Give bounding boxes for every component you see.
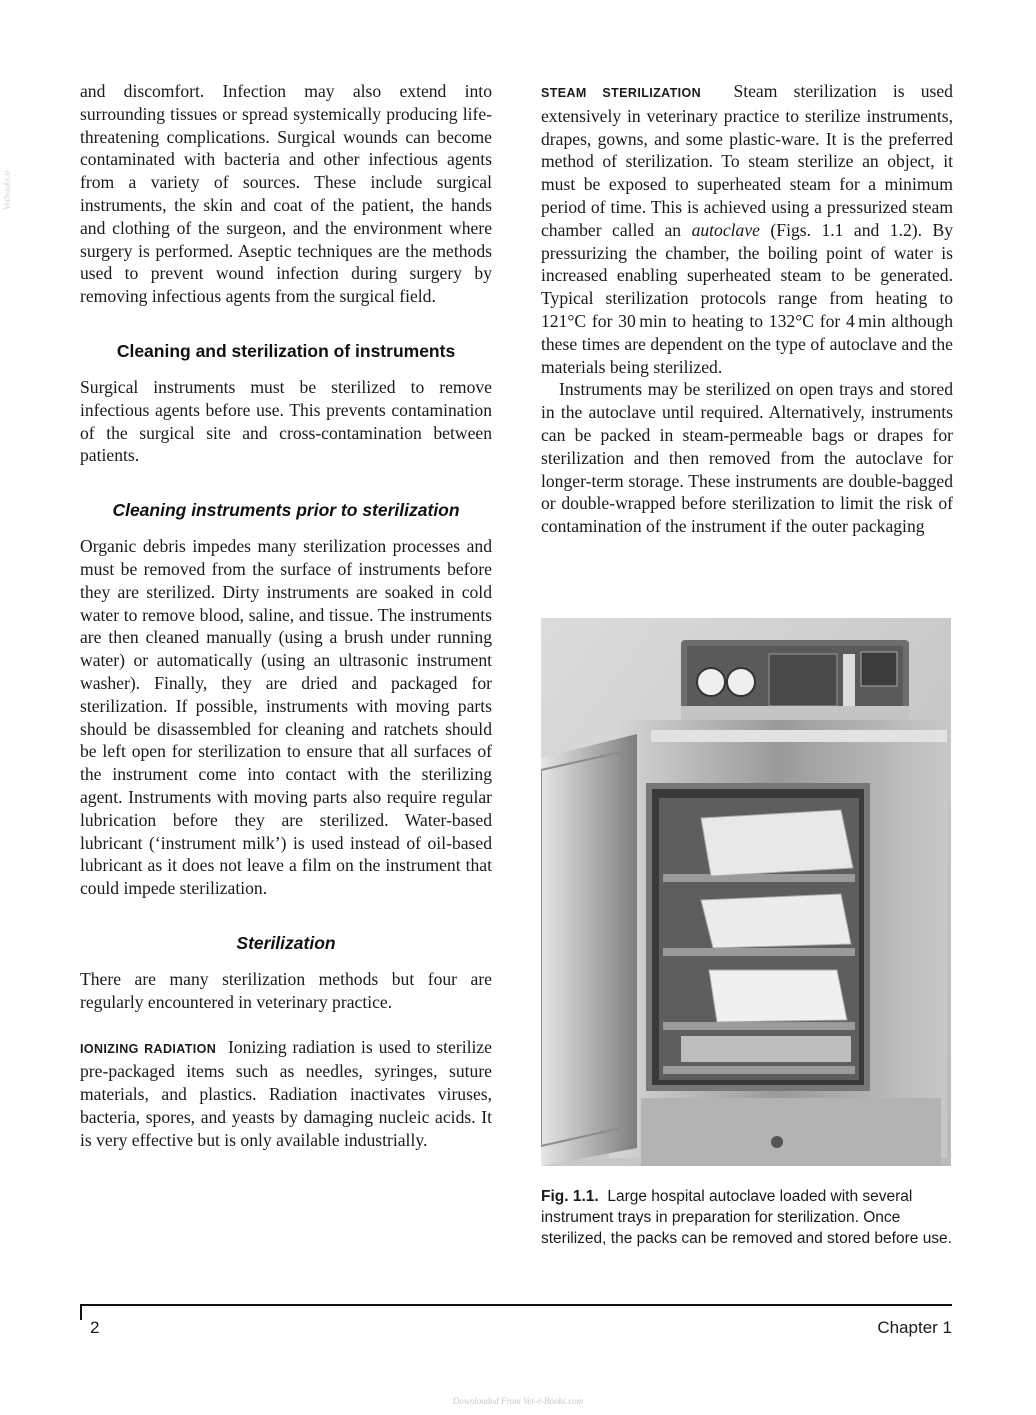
left-column — [80, 80, 492, 1151]
figure-caption — [541, 1186, 953, 1249]
sterilization-paragraph: There are many sterilization methods but four are regularly encountered in veterinary practice. — [80, 968, 492, 1012]
footer-rule-tick — [80, 1304, 82, 1320]
section-heading-cleaning: Cleaning and sterilization of instruments — [116, 340, 456, 361]
figure-label: Fig. 1.1. — [541, 1188, 599, 1205]
steam-text-2: (Figs. 1.1 and 1.2). By pressurizing the chamber, the boiling point of water is increased enabling superheated steam to be generated. Typical sterilization protocols range from heating to 121°C for 30 min to heating to 132°C for 4 min although these times are dependent on the type of autoclave and the materials being sterilized. — [541, 219, 954, 377]
cleaning-prior-paragraph: Organic debris impedes many sterilization processes and must be removed from the surface of instruments before they are sterilized. Dirty instruments are soaked in cold water to remove blood, saline, and tissue. The instruments are then cleaned manually (using a brush under running water) or automatically (using an ultrasonic instrument washer). Finally, they are dried and packaged for sterilization. If possible, instruments with moving parts should be disassembled for cleaning and ratchets should be left open for sterilization to ensure that all surfaces of the instrument come into contact with the sterilizing agent. Instruments with moving parts also require regular lubrication before they are sterilized. Water-based lubricant (‘instrument milk’) is used instead of oil-based lubricant as it does not leave a film on the instrument that could impede sterilization. — [80, 536, 492, 899]
subheading-cleaning-prior: Cleaning instruments prior to sterilization — [112, 500, 460, 521]
steam-text-1: Steam sterilization is used extensively in veterinary practice to sterilize instruments, drapes, gowns, and some plastic-ware. It is the preferred method of sterilization. To steam sterilize an object, it must be exposed to superheated steam for a minimum period of time. This is achieved using a pressurized steam chamber called an — [541, 81, 953, 240]
right-column — [541, 80, 953, 538]
intro-paragraph: and discomfort. Infection may also extend into surrounding tissues or spread systemically producing life-threatening complications. Surgical wounds can become contaminated with bacteria and other infectious agents from a variety of sources. These include surgical instruments, the skin and coat of the patient, the hands and clothing of the surgeon, and the environment where surgery is performed. Aseptic techniques are the methods used to prevent wound infection during surgery by removing infectious agents from the surgical field. — [80, 81, 492, 307]
page-number: 2 — [90, 1318, 100, 1337]
autoclave-term: autoclave — [691, 219, 760, 240]
ionizing-radiation-paragraph — [80, 1036, 492, 1152]
subheading-sterilization: Sterilization — [236, 932, 336, 953]
bottom-watermark: Downloaded From Vet-e-Books.com — [452, 1396, 584, 1406]
trays-paragraph: Instruments may be sterilized on open trays and stored in the autoclave until required. Alternatively, instruments can be packed in steam-permeable bags or drapes for sterilization and then removed from the autoclave for longer-term storage. These instruments are double-bagged or double-wrapped before sterilization to limit the risk of contamination of the instrument if the outer packaging — [541, 379, 953, 537]
footer-rule — [80, 1304, 952, 1306]
chapter-label: Chapter 1 — [877, 1318, 952, 1337]
figure-caption-text: Large hospital autoclave loaded with several instrument trays in preparation for sterilization. Once sterilized, the packs can be removed and stored before use. — [541, 1188, 952, 1247]
ionizing-radiation-label: IONIZING RADIATION — [80, 1041, 217, 1056]
steam-sterilization-paragraph — [541, 80, 953, 378]
ionizing-radiation-text: Ionizing radiation is used to sterilize pre-packaged items such as needles, syringes, suture materials, and plastics. Radiation inactivates viruses, bacteria, spores, and yeasts by damaging nucleic acids. It is very effective but is only available industrially. — [80, 1036, 492, 1150]
side-watermark: Vetbooks.ir — [2, 169, 12, 210]
autoclave-photo — [541, 618, 951, 1166]
steam-sterilization-label: STEAM STERILIZATION — [541, 86, 702, 100]
cleaning-paragraph: Surgical instruments must be sterilized to remove infectious agents before use. This prevents contamination of the surgical site and cross-contamination between patients. — [80, 376, 492, 466]
